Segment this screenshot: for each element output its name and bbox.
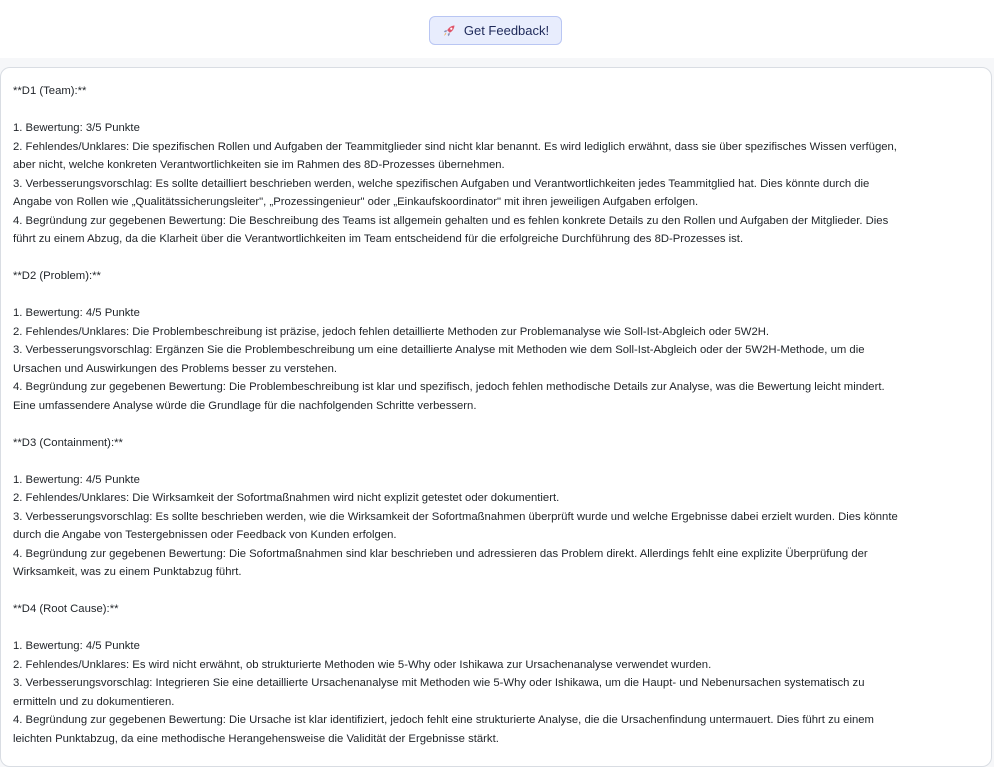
feedback-line: 3. Verbesserungsvorschlag: Integrieren Sie eine detaillierte Ursachenanalyse mit Methoden wie 5-Why oder Ishikawa, um die Haupt- und Nebenursachen systematisch zu (13, 677, 865, 689)
spacer (13, 249, 981, 268)
spacer (13, 748, 981, 767)
feedback-line: Ursachen und Auswirkungen des Problems besser zu verstehen. (13, 362, 338, 375)
get-feedback-label: Get Feedback! (463, 23, 550, 38)
section-title: **D4 (Root Cause):** (13, 603, 119, 615)
spacer (13, 415, 981, 434)
feedback-line: 1. Bewertung: 4/5 Punkte (13, 640, 140, 652)
feedback-line: ermitteln und zu dokumentieren. (13, 695, 175, 708)
get-feedback-button[interactable] (429, 16, 562, 45)
feedback-line: 3. Verbesserungsvorschlag: Ergänzen Sie die Problembeschreibung um eine detaillierte Analyse mit Methoden wie dem Soll-Ist-Abgleich oder der 5W2H-Methode, um die (13, 344, 865, 356)
feedback-text (13, 82, 981, 767)
feedback-line: 3. Verbesserungsvorschlag: Es sollte detailliert beschrieben werden, welche spezifischen Aufgaben und Verantwortlichkeiten jedes Teammitglied hat. Dies könnte durch die (13, 177, 870, 190)
feedback-line: durch die Angabe von Testergebnissen oder Feedback von Kunden erfolgen. (13, 529, 397, 541)
feedback-line: leichten Punktabzug, da eine methodische Herangehensweise die Validität der Ergebnisse stärkt. (13, 732, 499, 745)
feedback-line: Eine umfassendere Analyse würde die Grundlage für die nachfolgenden Schritte verbessern. (13, 399, 477, 412)
rocket-icon (442, 24, 456, 38)
spacer (13, 619, 981, 638)
feedback-line: Wirksamkeit, was zu einem Punktabzug führt. (13, 566, 242, 578)
feedback-line: 1. Bewertung: 3/5 Punkte (13, 122, 140, 134)
feedback-line: 1. Bewertung: 4/5 Punkte (13, 307, 140, 319)
feedback-output-panel[interactable] (0, 67, 992, 767)
section-title: **D3 (Containment):** (13, 436, 123, 449)
top-bar (0, 0, 994, 58)
feedback-line: 2. Fehlendes/Unklares: Die Wirksamkeit der Sofortmaßnahmen wird nicht explizit getestet oder dokumentiert. (13, 492, 560, 504)
feedback-line: 2. Fehlendes/Unklares: Die Problembeschreibung ist präzise, jedoch fehlen detaillierte Methoden zur Problemanalyse wie Soll-Ist-Abgleich oder 5W2H. (13, 325, 770, 338)
feedback-line: 4. Begründung zur gegebenen Bewertung: Die Sofortmaßnahmen sind klar beschrieben und adressieren das Problem direkt. Allerdings fehlt eine explizite Überprüfung der (13, 547, 868, 560)
section-title: **D1 (Team):** (13, 85, 87, 97)
section-title: **D2 (Problem):** (13, 270, 101, 282)
feedback-line: Angabe von Rollen wie „Qualitätssicherungsleiter", „Prozessingenieur" oder „Einkaufskoordinator" mit ihren jeweiligen Aufgaben erfolgen. (13, 196, 699, 208)
feedback-line: 4. Begründung zur gegebenen Bewertung: Die Ursache ist klar identifiziert, jedoch fehlt eine strukturierte Analyse, die die Ursachenfindung untermauert. Dies führt zu einem (13, 714, 874, 726)
feedback-line: 4. Begründung zur gegebenen Bewertung: Die Problembeschreibung ist klar und spezifisch, jedoch fehlen methodische Details zur Analyse, was die Bewertung leicht mindert. (13, 381, 885, 393)
spacer (13, 452, 981, 471)
spacer (13, 101, 981, 120)
feedback-line: 4. Begründung zur gegebenen Bewertung: Die Beschreibung des Teams ist allgemein gehalten und es fehlen konkrete Details zu den Rollen und Aufgaben der Mitglieder. Dies (13, 214, 889, 227)
spacer (13, 582, 981, 601)
feedback-line: 2. Fehlendes/Unklares: Es wird nicht erwähnt, ob strukturierte Methoden wie 5-Why oder Ishikawa zur Ursachenanalyse verwendet wurden. (13, 658, 712, 671)
feedback-line: 3. Verbesserungsvorschlag: Es sollte beschrieben werden, wie die Wirksamkeit der Sofortmaßnahmen überprüft wurde und welche Ergebnisse dabei erzielt wurden. Dies könnte (13, 510, 898, 523)
spacer (13, 286, 981, 305)
feedback-line: 2. Fehlendes/Unklares: Die spezifischen Rollen und Aufgaben der Teammitglieder sind nicht klar benannt. Es wird lediglich erwähnt, dass sie über spezifisches Wissen verfügen, (13, 140, 897, 153)
feedback-line: aber nicht, welche konkreten Verantwortlichkeiten sie im Rahmen des 8D-Prozesses übernehmen. (13, 159, 505, 171)
feedback-line: führt zu einem Abzug, da die Klarheit über die Verantwortlichkeiten im Team entscheidend für die erfolgreiche Durchführung des 8D-Prozesses ist. (13, 233, 744, 245)
feedback-line: 1. Bewertung: 4/5 Punkte (13, 473, 140, 486)
